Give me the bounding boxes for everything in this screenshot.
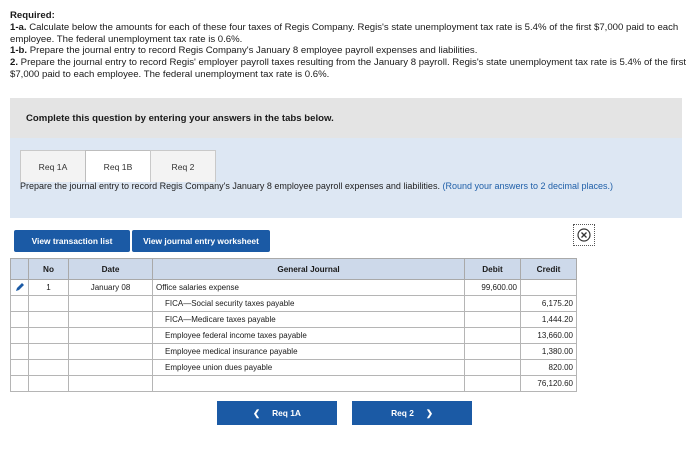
table-header-row	[11, 259, 577, 280]
no-cell	[29, 312, 69, 328]
edit-cell[interactable]	[11, 280, 29, 296]
account-cell[interactable]: Employee medical insurance payable	[153, 344, 465, 360]
debit-cell[interactable]	[465, 376, 521, 392]
date-cell[interactable]: January 08	[69, 280, 153, 296]
account-cell[interactable]: Employee union dues payable	[153, 360, 465, 376]
tab-req-2[interactable]: Req 2	[150, 150, 216, 182]
debit-cell[interactable]	[465, 360, 521, 376]
credit-cell[interactable]: 1,380.00	[521, 344, 577, 360]
account-cell[interactable]: FICA—Medicare taxes payable	[153, 312, 465, 328]
debit-column-header: Debit	[465, 259, 521, 280]
account-cell[interactable]	[153, 376, 465, 392]
required-line-label: 1-a.	[10, 21, 27, 33]
required-line-text: Calculate below the amounts for each of these four taxes of Regis Company. Regis's state unemployment tax rate is 5.4% of the first $7,000 paid to each employee. The federal unemployment tax rate is 0.6%.	[10, 21, 679, 45]
required-line-text: Prepare the journal entry to record Regis' employer payroll taxes resulting from the January 8 payroll. Regis's state unemployment tax rate is 5.4% of the first $7,000 paid to each employee. The federal unemployment tax rate is 0.6%.	[10, 57, 687, 80]
edit-cell	[11, 328, 29, 344]
account-cell[interactable]: Employee federal income taxes payable	[153, 328, 465, 344]
date-cell[interactable]	[69, 328, 153, 344]
tab-instruction	[20, 181, 660, 192]
debit-cell[interactable]	[465, 328, 521, 344]
table-row	[11, 312, 577, 328]
instruction-note: (Round your answers to 2 decimal places.)	[442, 181, 614, 191]
tab-req-1b[interactable]: Req 1B	[85, 150, 151, 182]
required-line-1b	[10, 45, 690, 57]
edit-cell	[11, 296, 29, 312]
debit-cell[interactable]: 99,600.00	[465, 280, 521, 296]
date-column-header: Date	[69, 259, 153, 280]
date-cell[interactable]	[69, 296, 153, 312]
close-icon[interactable]	[573, 224, 595, 246]
no-cell	[29, 344, 69, 360]
account-cell[interactable]: Office salaries expense	[153, 280, 465, 296]
no-cell	[29, 296, 69, 312]
edit-column-header	[11, 259, 29, 280]
date-cell[interactable]	[69, 376, 153, 392]
date-cell[interactable]	[69, 312, 153, 328]
instruction-text: Prepare the journal entry to record Regis Company's January 8 employee payroll expenses and liabilities.	[20, 181, 440, 191]
view-transaction-list-button[interactable]: View transaction list	[14, 230, 130, 252]
no-cell	[29, 376, 69, 392]
chevron-right-icon: ❯	[425, 408, 433, 418]
tabs-panel	[10, 138, 682, 218]
credit-cell[interactable]: 6,175.20	[521, 296, 577, 312]
journal-column-header: General Journal	[153, 259, 465, 280]
required-line-label: 2.	[10, 57, 19, 69]
journal-table	[10, 258, 576, 392]
edit-cell	[11, 312, 29, 328]
next-req-button[interactable]	[352, 401, 472, 425]
credit-cell[interactable]: 13,660.00	[521, 328, 577, 344]
view-journal-worksheet-button[interactable]: View journal entry worksheet	[132, 230, 270, 252]
table-row	[11, 280, 577, 296]
table-row	[11, 376, 577, 392]
pencil-icon[interactable]	[15, 282, 25, 292]
required-line-label: 1-b.	[10, 45, 28, 57]
credit-cell[interactable]: 76,120.60	[521, 376, 577, 392]
table-row	[11, 328, 577, 344]
credit-cell[interactable]: 820.00	[521, 360, 577, 376]
table-row	[11, 360, 577, 376]
chevron-left-icon: ❮	[253, 408, 261, 418]
debit-cell[interactable]	[465, 344, 521, 360]
no-cell	[29, 360, 69, 376]
credit-cell[interactable]	[521, 280, 577, 296]
prev-req-label: Req 1A	[272, 408, 301, 418]
no-column-header: No	[29, 259, 69, 280]
date-cell[interactable]	[69, 344, 153, 360]
required-line-2	[10, 57, 690, 81]
account-cell[interactable]: FICA—Social security taxes payable	[153, 296, 465, 312]
required-line-1a	[10, 22, 690, 46]
edit-cell	[11, 344, 29, 360]
tab-req-1a[interactable]: Req 1A	[20, 150, 86, 182]
required-line-text: Prepare the journal entry to record Regis Company's January 8 employee payroll expenses and liabilities.	[27, 45, 478, 57]
required-heading: Required:	[10, 10, 55, 21]
table-row	[11, 344, 577, 360]
prev-req-button[interactable]	[217, 401, 337, 425]
no-cell	[29, 328, 69, 344]
date-cell[interactable]	[69, 360, 153, 376]
required-section	[10, 10, 690, 81]
edit-cell	[11, 360, 29, 376]
next-req-label: Req 2	[391, 408, 414, 418]
table-row	[11, 296, 577, 312]
complete-banner: Complete this question by entering your answers in the tabs below.	[10, 98, 682, 138]
debit-cell[interactable]	[465, 296, 521, 312]
no-cell: 1	[29, 280, 69, 296]
credit-cell[interactable]: 1,444.20	[521, 312, 577, 328]
credit-column-header: Credit	[521, 259, 577, 280]
debit-cell[interactable]	[465, 312, 521, 328]
edit-cell	[11, 376, 29, 392]
